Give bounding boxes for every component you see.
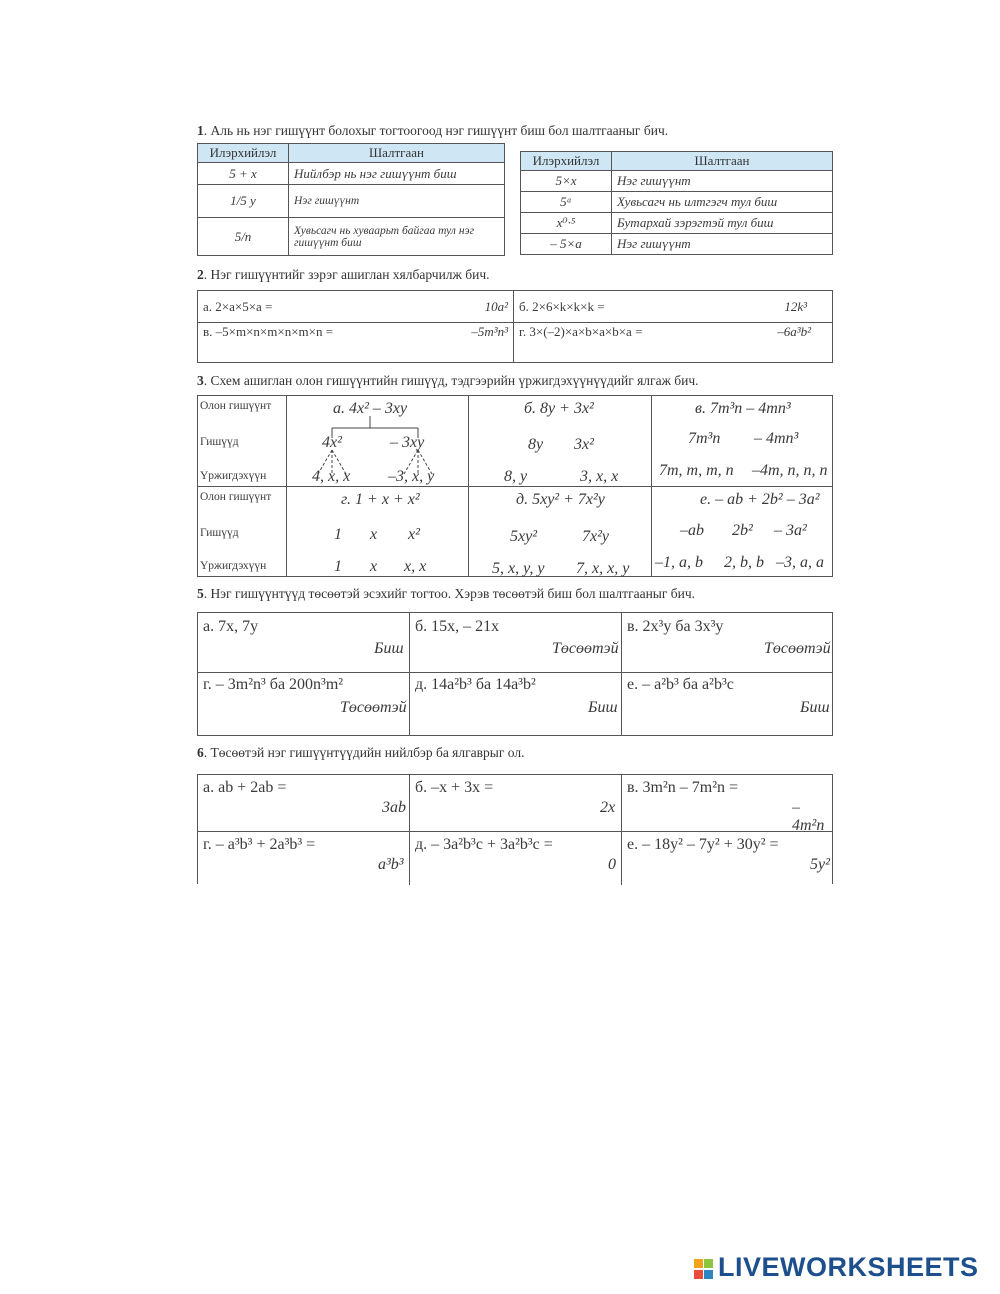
- reason-cell[interactable]: Бутархай зэрэгтэй тул биш: [612, 213, 833, 234]
- task-text: а. ab + 2ab =: [203, 779, 287, 796]
- answer-text[interactable]: 12k³: [784, 298, 807, 314]
- task-text: е. – a²b³ ба a²b³c: [627, 676, 734, 693]
- task-text: а. 7x, 7y: [203, 618, 259, 635]
- factors[interactable]: 1: [334, 558, 342, 575]
- term[interactable]: 5xy²: [510, 528, 537, 545]
- polynomial-d: г. 1 + x + x²: [341, 491, 420, 508]
- q2-cell-a: [198, 291, 514, 323]
- term[interactable]: – 3a²: [774, 522, 807, 539]
- factors[interactable]: –3, x, y: [388, 468, 435, 485]
- factors[interactable]: 8, y: [504, 468, 528, 485]
- factors[interactable]: 5, x, y, y: [492, 560, 545, 577]
- task-text: а. 2×a×5×a =: [203, 298, 273, 314]
- term[interactable]: x²: [408, 526, 420, 543]
- reason-cell[interactable]: Хувьсагч нь илтгэгч тул биш: [612, 192, 833, 213]
- q6-grid: [197, 774, 833, 884]
- factors[interactable]: –1, a, b: [655, 554, 703, 571]
- polynomial-b: б. 8y + 3x²: [524, 400, 594, 417]
- answer-text[interactable]: Биш: [800, 699, 830, 716]
- term[interactable]: –ab: [680, 522, 704, 539]
- reason-cell[interactable]: Хувьсагч нь хуваарьт байгаа тул нэг гишүүнт биш: [289, 218, 505, 256]
- q1-left-table: [197, 143, 505, 256]
- reason-cell[interactable]: Нэг гишүүнт: [612, 171, 833, 192]
- q1-right-table: [520, 151, 833, 255]
- reason-cell[interactable]: Нэг гишүүнт: [289, 185, 505, 218]
- task-text: е. – 18y² – 7y² + 30y² =: [627, 836, 779, 853]
- row-label-terms: Гишүүд: [200, 527, 239, 539]
- row-label-terms: Гишүүд: [200, 436, 239, 448]
- polynomial-a: а. 4x² – 3xy: [333, 400, 408, 417]
- q2-cell-d: [514, 323, 833, 363]
- expression-cell: 5ᵃ: [521, 192, 612, 213]
- expression-cell: x⁰·⁵: [521, 213, 612, 234]
- row-label-polynomial: Олон гишүүнт: [200, 400, 272, 412]
- answer-text[interactable]: –4m²n: [792, 799, 825, 834]
- task-text: г. – 3m²n³ ба 200n³m²: [203, 676, 344, 693]
- answer-text[interactable]: Төсөөтэй: [340, 699, 407, 716]
- factors[interactable]: x: [370, 558, 378, 575]
- q2-table: [197, 290, 833, 363]
- term[interactable]: 3x²: [574, 436, 594, 453]
- term[interactable]: – 4mn³: [754, 430, 799, 447]
- q5-prompt: 5. Нэг гишүүнтүүд төсөөтэй эсэхийг тогтоо. Хэрэв төсөөтэй биш бол шалтгааныг бич.: [197, 586, 696, 601]
- task-text: д. – 3a²b³c + 3a²b³c =: [415, 836, 553, 853]
- term[interactable]: 2b²: [732, 522, 753, 539]
- row-label-polynomial: Олон гишүүнт: [200, 491, 272, 503]
- header-expression: Илэрхийлэл: [198, 144, 289, 163]
- polynomial-c: в. 7m³n – 4mn³: [695, 400, 791, 417]
- answer-text[interactable]: a³b³: [378, 856, 404, 873]
- row-label-factors: Үржигдэхүүн: [200, 470, 267, 482]
- expression-cell: 5 + x: [198, 163, 289, 185]
- row-label-factors: Үржигдэхүүн: [200, 560, 267, 572]
- answer-text[interactable]: Биш: [374, 640, 404, 657]
- factors[interactable]: 2, b, b: [724, 554, 764, 571]
- task-text: д. 14a²b³ ба 14a³b²: [415, 676, 536, 693]
- term[interactable]: 7x²y: [582, 528, 609, 545]
- answer-text[interactable]: 2x: [600, 799, 616, 816]
- expression-cell: 1/5 y: [198, 185, 289, 218]
- answer-text[interactable]: Төсөөтэй: [552, 640, 619, 657]
- expression-cell: 5×x: [521, 171, 612, 192]
- polynomial-f: е. – ab + 2b² – 3a²: [700, 491, 820, 508]
- answer-text[interactable]: –6a³b²: [777, 324, 811, 339]
- term[interactable]: 4x²: [322, 434, 342, 451]
- logo-icon: [694, 1259, 714, 1281]
- factors[interactable]: x, x: [404, 558, 427, 575]
- factors[interactable]: 3, x, x: [580, 468, 619, 485]
- term[interactable]: x: [370, 526, 378, 543]
- header-reason: Шалтгаан: [289, 144, 505, 163]
- factors[interactable]: –3, a, a: [776, 554, 824, 571]
- reason-cell[interactable]: Нэг гишүүнт: [612, 234, 833, 255]
- header-expression: Илэрхийлэл: [521, 152, 612, 171]
- q5-grid: [197, 612, 833, 736]
- q3-prompt: 3. Схем ашиглан олон гишүүнтийн гишүүд, тэдгээрийн үржигдэхүүнүүдийг ялгаж бич.: [197, 373, 699, 388]
- task-text: б. –x + 3x =: [415, 779, 494, 796]
- factors[interactable]: 7m, m, m, n: [659, 462, 734, 479]
- answer-text[interactable]: Биш: [588, 699, 618, 716]
- expression-cell: – 5×a: [521, 234, 612, 255]
- reason-cell[interactable]: Нийлбэр нь нэг гишүүнт биш: [289, 163, 505, 185]
- answer-text[interactable]: 10a²: [484, 298, 508, 314]
- answer-text[interactable]: 3ab: [382, 799, 406, 816]
- factors[interactable]: 4, x, x: [312, 468, 351, 485]
- expression-cell: 5/n: [198, 218, 289, 256]
- term[interactable]: – 3xy: [390, 434, 425, 451]
- task-text: б. 15x, – 21x: [415, 618, 500, 635]
- term[interactable]: 1: [334, 526, 342, 543]
- answer-text[interactable]: 0: [608, 856, 616, 873]
- header-reason: Шалтгаан: [612, 152, 833, 171]
- polynomial-e: д. 5xy² + 7x²y: [516, 491, 605, 508]
- liveworksheets-logo: [694, 1252, 989, 1286]
- task-text: в. 3m²n – 7m²n =: [627, 779, 739, 796]
- term[interactable]: 7m³n: [688, 430, 721, 447]
- task-text: б. 2×6×k×k×k =: [519, 298, 605, 314]
- q1-prompt: 1. Аль нь нэг гишүүнт болохыг тогтоогоод нэг гишүүнт биш бол шалтгааныг бич.: [197, 123, 669, 138]
- answer-text[interactable]: 5y²: [810, 856, 830, 873]
- answer-text[interactable]: –5m³n³: [471, 324, 508, 339]
- term[interactable]: 8y: [528, 436, 544, 453]
- task-text: г. – a³b³ + 2a³b³ =: [203, 836, 316, 853]
- q2-prompt: 2. Нэг гишүүнтийг зэрэг ашиглан хялбарчилж бич.: [197, 267, 490, 282]
- task-text: в. 2x³y ба 3x³y: [627, 618, 724, 635]
- logo-text: LIVEWORKSHEETS: [718, 1252, 979, 1282]
- factors[interactable]: 7, x, x, y: [576, 560, 630, 577]
- task-text: в. –5×m×n×m×n×m×n =: [203, 324, 334, 339]
- q2-cell-c: [198, 323, 514, 363]
- task-text: г. 3×(–2)×a×b×a×b×a =: [519, 324, 643, 339]
- q3-scheme: [197, 395, 833, 577]
- factors[interactable]: –4m, n, n, n: [752, 462, 828, 479]
- answer-text[interactable]: Төсөөтэй: [764, 640, 831, 657]
- q6-prompt: 6. Төсөөтэй нэг гишүүнтүүдийн нийлбэр ба ялгаврыг ол.: [197, 745, 525, 760]
- q2-cell-b: [514, 291, 833, 323]
